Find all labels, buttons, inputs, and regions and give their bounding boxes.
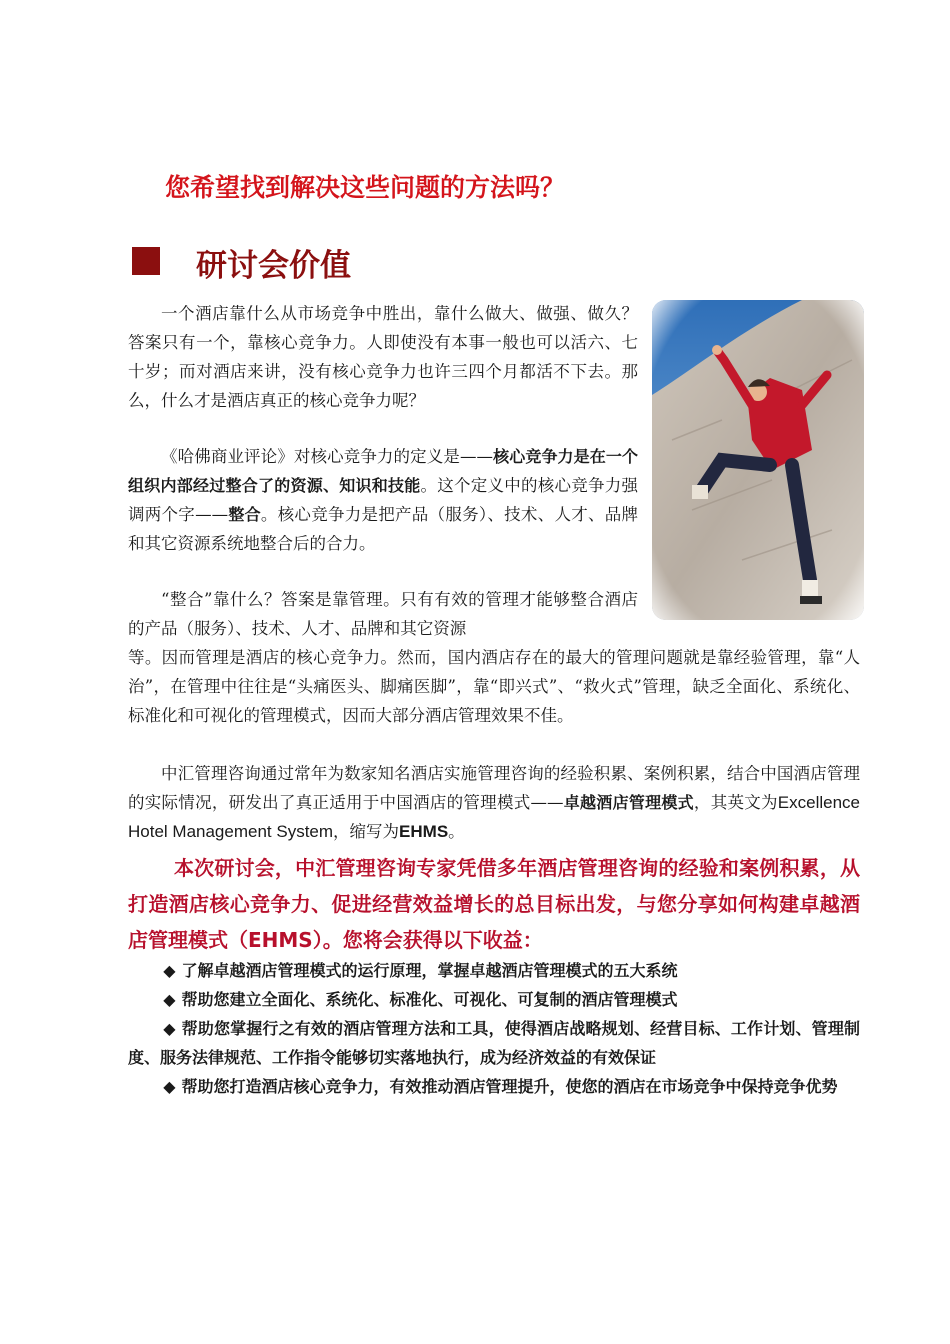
paragraph-ehms-intro bbox=[128, 759, 860, 846]
benefit-text: 帮助您建立全面化、系统化、标准化、可视化、可复制的酒店管理模式 bbox=[181, 990, 678, 1009]
diamond-bullet-icon: ◆ bbox=[163, 990, 176, 1009]
benefits-list bbox=[128, 956, 860, 1101]
diamond-bullet-icon: ◆ bbox=[163, 961, 176, 980]
benefit-text: 了解卓越酒店管理模式的运行原理，掌握卓越酒店管理模式的五大系统 bbox=[181, 961, 678, 980]
definition-lead: 《哈佛商业评论》对核心竞争力的定义是—— bbox=[161, 447, 493, 466]
integration-keyword: 整合 bbox=[228, 505, 261, 524]
definition-tail: 。核心竞争力是把产品（服务）、技术、人才、品牌和其它资源系统地整合后的合力。 bbox=[128, 505, 639, 553]
diamond-bullet-icon: ◆ bbox=[163, 1019, 176, 1038]
ehms-name: 卓越酒店管理模式 bbox=[563, 793, 694, 812]
benefit-item bbox=[128, 956, 860, 985]
seminar-highlight: 本次研讨会，中汇管理咨询专家凭借多年酒店管理咨询的经验和案例积累，从打造酒店核心竞争力、促进经营效益增长的总目标出发，与您分享如何构建卓越酒店管理模式（EHMS）。您将会获得以下收益： bbox=[128, 856, 860, 952]
benefit-item bbox=[128, 1014, 860, 1072]
ehms-lead: 中汇管理咨询通过常年为数家知名酒店实施管理咨询的经验积累、案例积累，结合中国酒店管理的实际情况，研发出了真正适用于中国酒店的管理模式—— bbox=[128, 764, 860, 812]
definition-mid: 。这个定义中的核心竞争力强调两个字—— bbox=[128, 476, 638, 524]
section-marker-square bbox=[132, 247, 160, 275]
benefit-item bbox=[128, 1072, 860, 1101]
ehms-abbreviation: EHMS bbox=[399, 822, 449, 841]
paragraph-integration-bottom: 等。因而管理是酒店的核心竞争力。然而，国内酒店存在的最大的管理问题就是靠经验管理，靠“人治”，在管理中往往是“头痛医头、脚痛医脚”，靠“即兴式”、“救火式”管理，缺乏全面化、系统化、标准化和可视化的管理模式，因而大部分酒店管理效果不佳。 bbox=[128, 648, 860, 725]
paragraph-core-competence: 一个酒店靠什么从市场竞争中胜出，靠什么做大、做强、做久？答案只有一个，靠核心竞争力。人即使没有本事一般也可以活六、七十岁；而对酒店来讲，没有核心竞争力也许三四个月都活不下去。那么，什么才是酒店真正的核心竞争力呢？ bbox=[128, 304, 638, 410]
benefit-text: 帮助您打造酒店核心竞争力，有效推动酒店管理提升，使您的酒店在市场竞争中保持竞争优势 bbox=[181, 1077, 838, 1096]
ehms-end: 。 bbox=[448, 822, 465, 841]
paragraph-definition bbox=[128, 442, 638, 558]
benefit-item bbox=[128, 985, 860, 1014]
definition-bold: 核心竞争力是在一个组织内部经过整合了的资源、知识和技能 bbox=[128, 447, 638, 495]
paragraph-integration-top: “整合”靠什么？答案是靠管理。只有有效的管理才能够整合酒店的产品（服务）、技术、人才、品牌和其它资源 bbox=[128, 590, 638, 638]
question-heading: 您希望找到解决这些问题的方法吗？ bbox=[165, 173, 566, 202]
ehms-mid: ，其英文为 bbox=[693, 793, 778, 812]
rock-climber-illustration bbox=[652, 300, 864, 620]
rock-climber-photo bbox=[652, 300, 864, 620]
diamond-bullet-icon: ◆ bbox=[163, 1077, 176, 1096]
section-title: 研讨会价值 bbox=[196, 248, 351, 284]
benefit-text: 帮助您掌握行之有效的酒店管理方法和工具，使得酒店战略规划、经营目标、工作计划、管理制度、服务法律规范、工作指令能够切实落地执行，成为经济效益的有效保证 bbox=[128, 1019, 860, 1067]
ehms-english-name: Excellence Hotel Management System bbox=[128, 793, 860, 841]
ehms-mid2: ，缩写为 bbox=[333, 822, 400, 841]
